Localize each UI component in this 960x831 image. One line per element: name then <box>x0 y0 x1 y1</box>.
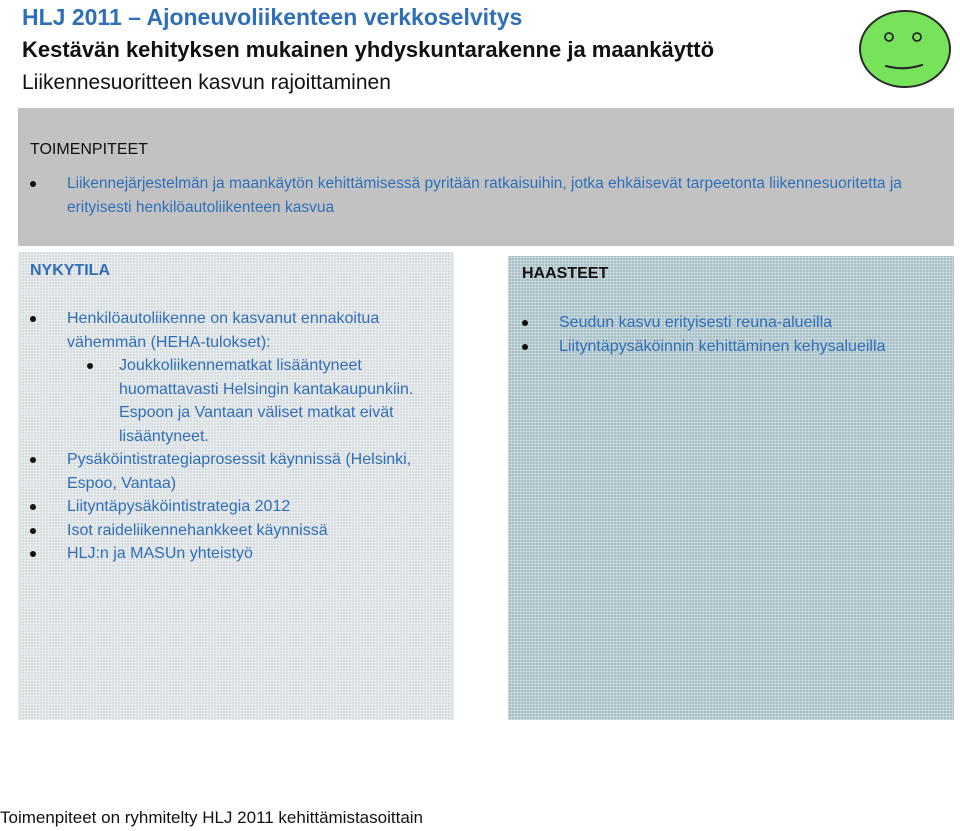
bullet-icon <box>30 528 36 534</box>
page-topic: Liikennesuoritteen kasvun rajoittaminen <box>22 71 391 94</box>
toimenpiteet-panel <box>18 108 954 246</box>
list-item: HLJ:n ja MASUn yhteistyö <box>30 542 450 566</box>
list-item: Pysäköintistrategiaprosessit käynnissä (Helsinki, Espoo, Vantaa) <box>30 448 450 495</box>
nykytila-sublist <box>67 354 450 448</box>
bullet-icon <box>87 363 93 369</box>
bullet-icon <box>30 181 36 187</box>
list-item: Joukkoliikennematkat lisääntyneet huomattavasti Helsingin kantakaupunkiin. Espoon ja Vantaan väliset matkat eivät lisääntyneet. <box>38 354 450 448</box>
bullet-icon <box>30 551 36 557</box>
list-item: Henkilöautoliikenne on kasvanut ennakoitua vähemmän (HEHA-tulokset): Joukkoliikennematkat lisääntyneet huomattavasti Helsingin kantakaupunkiin. Espoon ja Vantaan väliset matkat eivät lisääntyneet. <box>30 307 450 448</box>
bullet-icon <box>522 344 528 350</box>
bullet-icon <box>30 457 36 463</box>
bullet-icon <box>30 316 36 322</box>
page-title: HLJ 2011 – Ajoneuvoliikenteen verkkoselvitys <box>22 4 523 30</box>
haasteet-heading: HAASTEET <box>522 265 609 282</box>
list-item: Liikennejärjestelmän ja maankäytön kehittämisessä pyritään ratkaisuihin, jotka ehkäisevät tarpeetonta liikennesuoritetta ja erityisesti henkilöautoliikenteen kasvua <box>30 172 930 220</box>
toimenpiteet-list <box>30 172 930 220</box>
bullet-icon <box>30 504 36 510</box>
footer-note: Toimenpiteet on ryhmitelty HLJ 2011 kehittämistasoittain <box>0 808 423 827</box>
nykytila-panel <box>18 252 454 720</box>
smiley-face-icon <box>858 9 952 89</box>
page-subtitle: Kestävän kehityksen mukainen yhdyskuntarakenne ja maankäyttö <box>22 37 715 62</box>
list-item: Liityntäpysäköinnin kehittäminen kehysalueilla <box>522 335 952 359</box>
bullet-icon <box>522 320 528 326</box>
toimenpiteet-heading: TOIMENPITEET <box>30 141 148 158</box>
list-item: Seudun kasvu erityisesti reuna-alueilla <box>522 311 952 335</box>
haasteet-list <box>522 311 952 358</box>
haasteet-panel <box>508 256 954 720</box>
nykytila-heading: NYKYTILA <box>30 262 110 279</box>
list-item: Isot raideliikennehankkeet käynnissä <box>30 519 450 543</box>
nykytila-list <box>30 307 450 566</box>
list-item: Liityntäpysäköintistrategia 2012 <box>30 495 450 519</box>
